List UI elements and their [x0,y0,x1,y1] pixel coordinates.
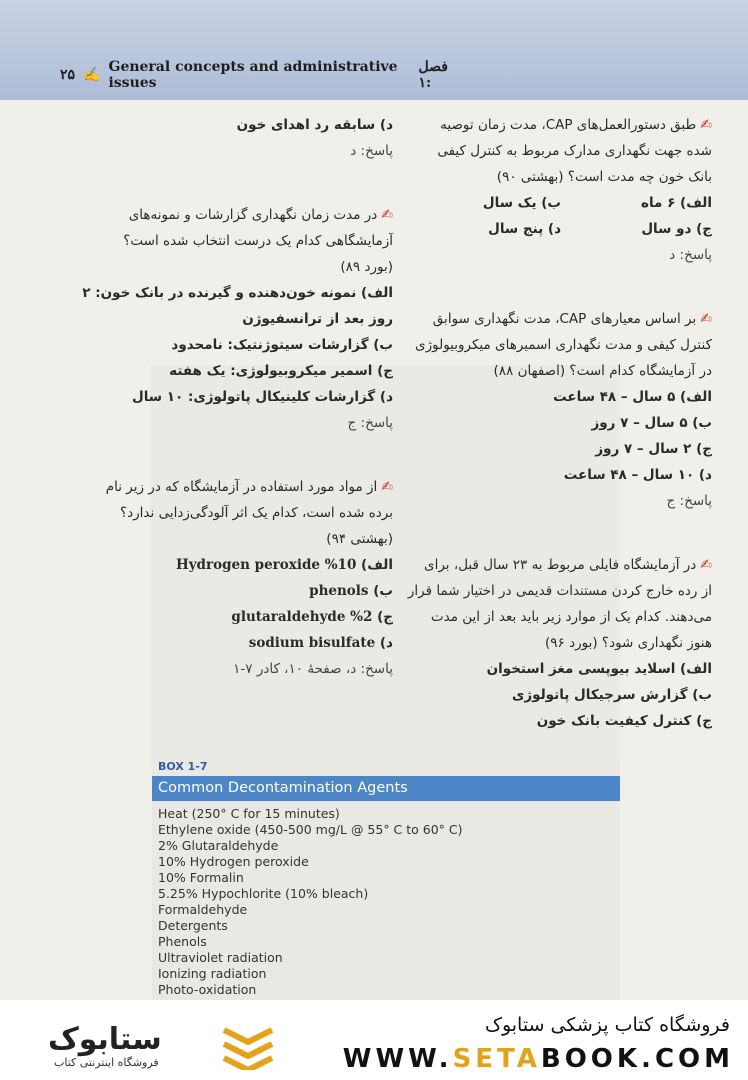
logo-subtitle: فروشگاه اینترنتی کتاب [54,1056,159,1069]
question-line: از مواد مورد استفاده در آزمایشگاه که در زیر نام [105,479,378,495]
question-line: از رده خارج کردن مستندات قدیمی در اختیار شما قرار [407,583,712,599]
option: ج) ۲ سال – ۷ روز [595,441,712,457]
option: الف) ۶ ماه [640,195,712,211]
list-item: Detergents [158,918,228,933]
shop-name: فروشگاه کتاب پزشکی ستابوک [484,1014,730,1036]
logo-chevron-icon [222,1022,274,1070]
question-line: می‌دهند. کدام یک از موارد زیر باید بعد از این مدت [430,609,712,625]
question-line: کنترل کیفی و مدت نگهداری اسمیرهای میکروبیولوژی [415,337,712,353]
answer: پاسخ: د [350,143,393,159]
option-row [410,216,712,242]
question-line: بر اساس معیارهای CAP، مدت نگهداری سوابق [432,311,697,327]
left-column [82,112,393,682]
question-line: در مدت زمان نگهداری گزارشات و نمونه‌های [128,207,378,223]
pen-icon: ✍ [700,311,712,327]
box-label: BOX 1-7 [158,760,208,773]
question-2 [410,306,712,514]
footer-banner [0,1000,748,1080]
list-item: 5.25% Hypochlorite (10% bleach) [158,886,369,901]
box-title: Common Decontamination Agents [152,776,620,801]
option: د) sodium bisulfate [248,635,393,651]
question-line: برده شده است، کدام یک اثر آلودگی‌زدایی ندارد؟ [119,505,393,521]
question-continued [128,112,393,164]
list-item: Heat (250° C for 15 minutes) [158,806,340,821]
option-row [410,190,712,216]
chapter-label: فصل ۱: [418,59,448,91]
option: الف) 10% Hydrogen peroxide [175,557,393,573]
option: د) پنج سال [488,221,561,237]
list-item: 10% Formalin [158,870,244,885]
option: ج) اسمیر میکروبیولوژی: یک هفته [169,363,393,379]
answer: پاسخ: د، صفحهٔ ۱۰، کادر ۷-۱ [233,661,393,677]
answer: پاسخ: د [669,247,712,263]
question-line: (بهشتی ۹۴) [326,531,393,547]
list-item: 2% Glutaraldehyde [158,838,279,853]
question-line: (بورد ۸۹) [340,259,393,275]
running-header [60,59,460,91]
option: ج) کنترل کیفیت بانک خون [536,713,712,729]
question-1 [410,112,712,268]
website-url[interactable]: WWW.SETABOOK.COM [342,1044,734,1074]
option: ب) گزارش سرجیکال پاتولوژی [511,687,712,703]
option: ج) دو سال [641,221,712,237]
question-line: طبق دستورالعمل‌های CAP، مدت زمان توصیه [440,117,697,133]
book-section-title: General concepts and administrative issues [108,59,398,91]
answer: پاسخ: ج [666,493,712,509]
option: الف) اسلاید بیوپسی مغز استخوان [486,661,712,677]
question-line: بانک خون چه مدت است؟ (بهشتی ۹۰) [496,169,712,185]
question-4 [82,202,393,436]
option: ب) phenols [309,583,393,599]
pen-icon: ✍ [381,479,393,495]
question-line: در آزمایشگاه فایلی مربوط به ۲۳ سال قبل، برای [424,557,697,573]
list-item: 10% Hydrogen peroxide [158,854,309,869]
setabook-logo[interactable] [14,1014,284,1074]
pen-icon: ✍ [83,67,101,83]
option: د) سابقه رد اهدای خون [236,117,393,133]
question-line: هنوز نگهداری شود؟ (بورد ۹۶) [545,635,712,651]
option: ب) یک سال [482,195,561,211]
option: ب) ۵ سال – ۷ روز [591,415,712,431]
question-5 [105,474,393,682]
page-number: ۲۵ [60,67,76,83]
question-line: شده جهت نگهداری مدارک مربوط به کنترل کیفی [437,143,712,159]
box-list [158,806,463,998]
option: روز بعد از ترانسفیوژن [242,311,393,327]
pen-icon: ✍ [700,557,712,573]
right-column [407,112,712,734]
question-3 [407,552,712,734]
option: الف) ۵ سال – ۴۸ ساعت [553,389,712,405]
logo-text: ستابوک [48,1022,162,1057]
option: ج) 2% glutaraldehyde [231,609,393,625]
pen-icon: ✍ [700,117,712,133]
question-line: آزمایشگاهی کدام یک درست انتخاب شده است؟ [123,233,393,249]
option: د) گزارشات کلینیکال پاتولوژی: ۱۰ سال [132,389,393,405]
list-item: Ionizing radiation [158,966,267,981]
list-item: Photo-oxidation [158,982,257,997]
list-item: Phenols [158,934,207,949]
option: الف) نمونه خون‌دهنده و گیرنده در بانک خون: ۲ [82,285,393,301]
option: د) ۱۰ سال – ۴۸ ساعت [563,467,712,483]
answer: پاسخ: ج [347,415,393,431]
option: ب) گزارشات سیتوژنتیک: نامحدود [171,337,393,353]
list-item: Ultraviolet radiation [158,950,283,965]
list-item: Formaldehyde [158,902,248,917]
box-1-7 [152,760,620,1000]
list-item: Ethylene oxide (450-500 mg/L @ 55° C to 60° C) [158,822,463,837]
question-line: در آزمایشگاه کدام است؟ (اصفهان ۸۸) [493,363,712,379]
pen-icon: ✍ [381,207,393,223]
